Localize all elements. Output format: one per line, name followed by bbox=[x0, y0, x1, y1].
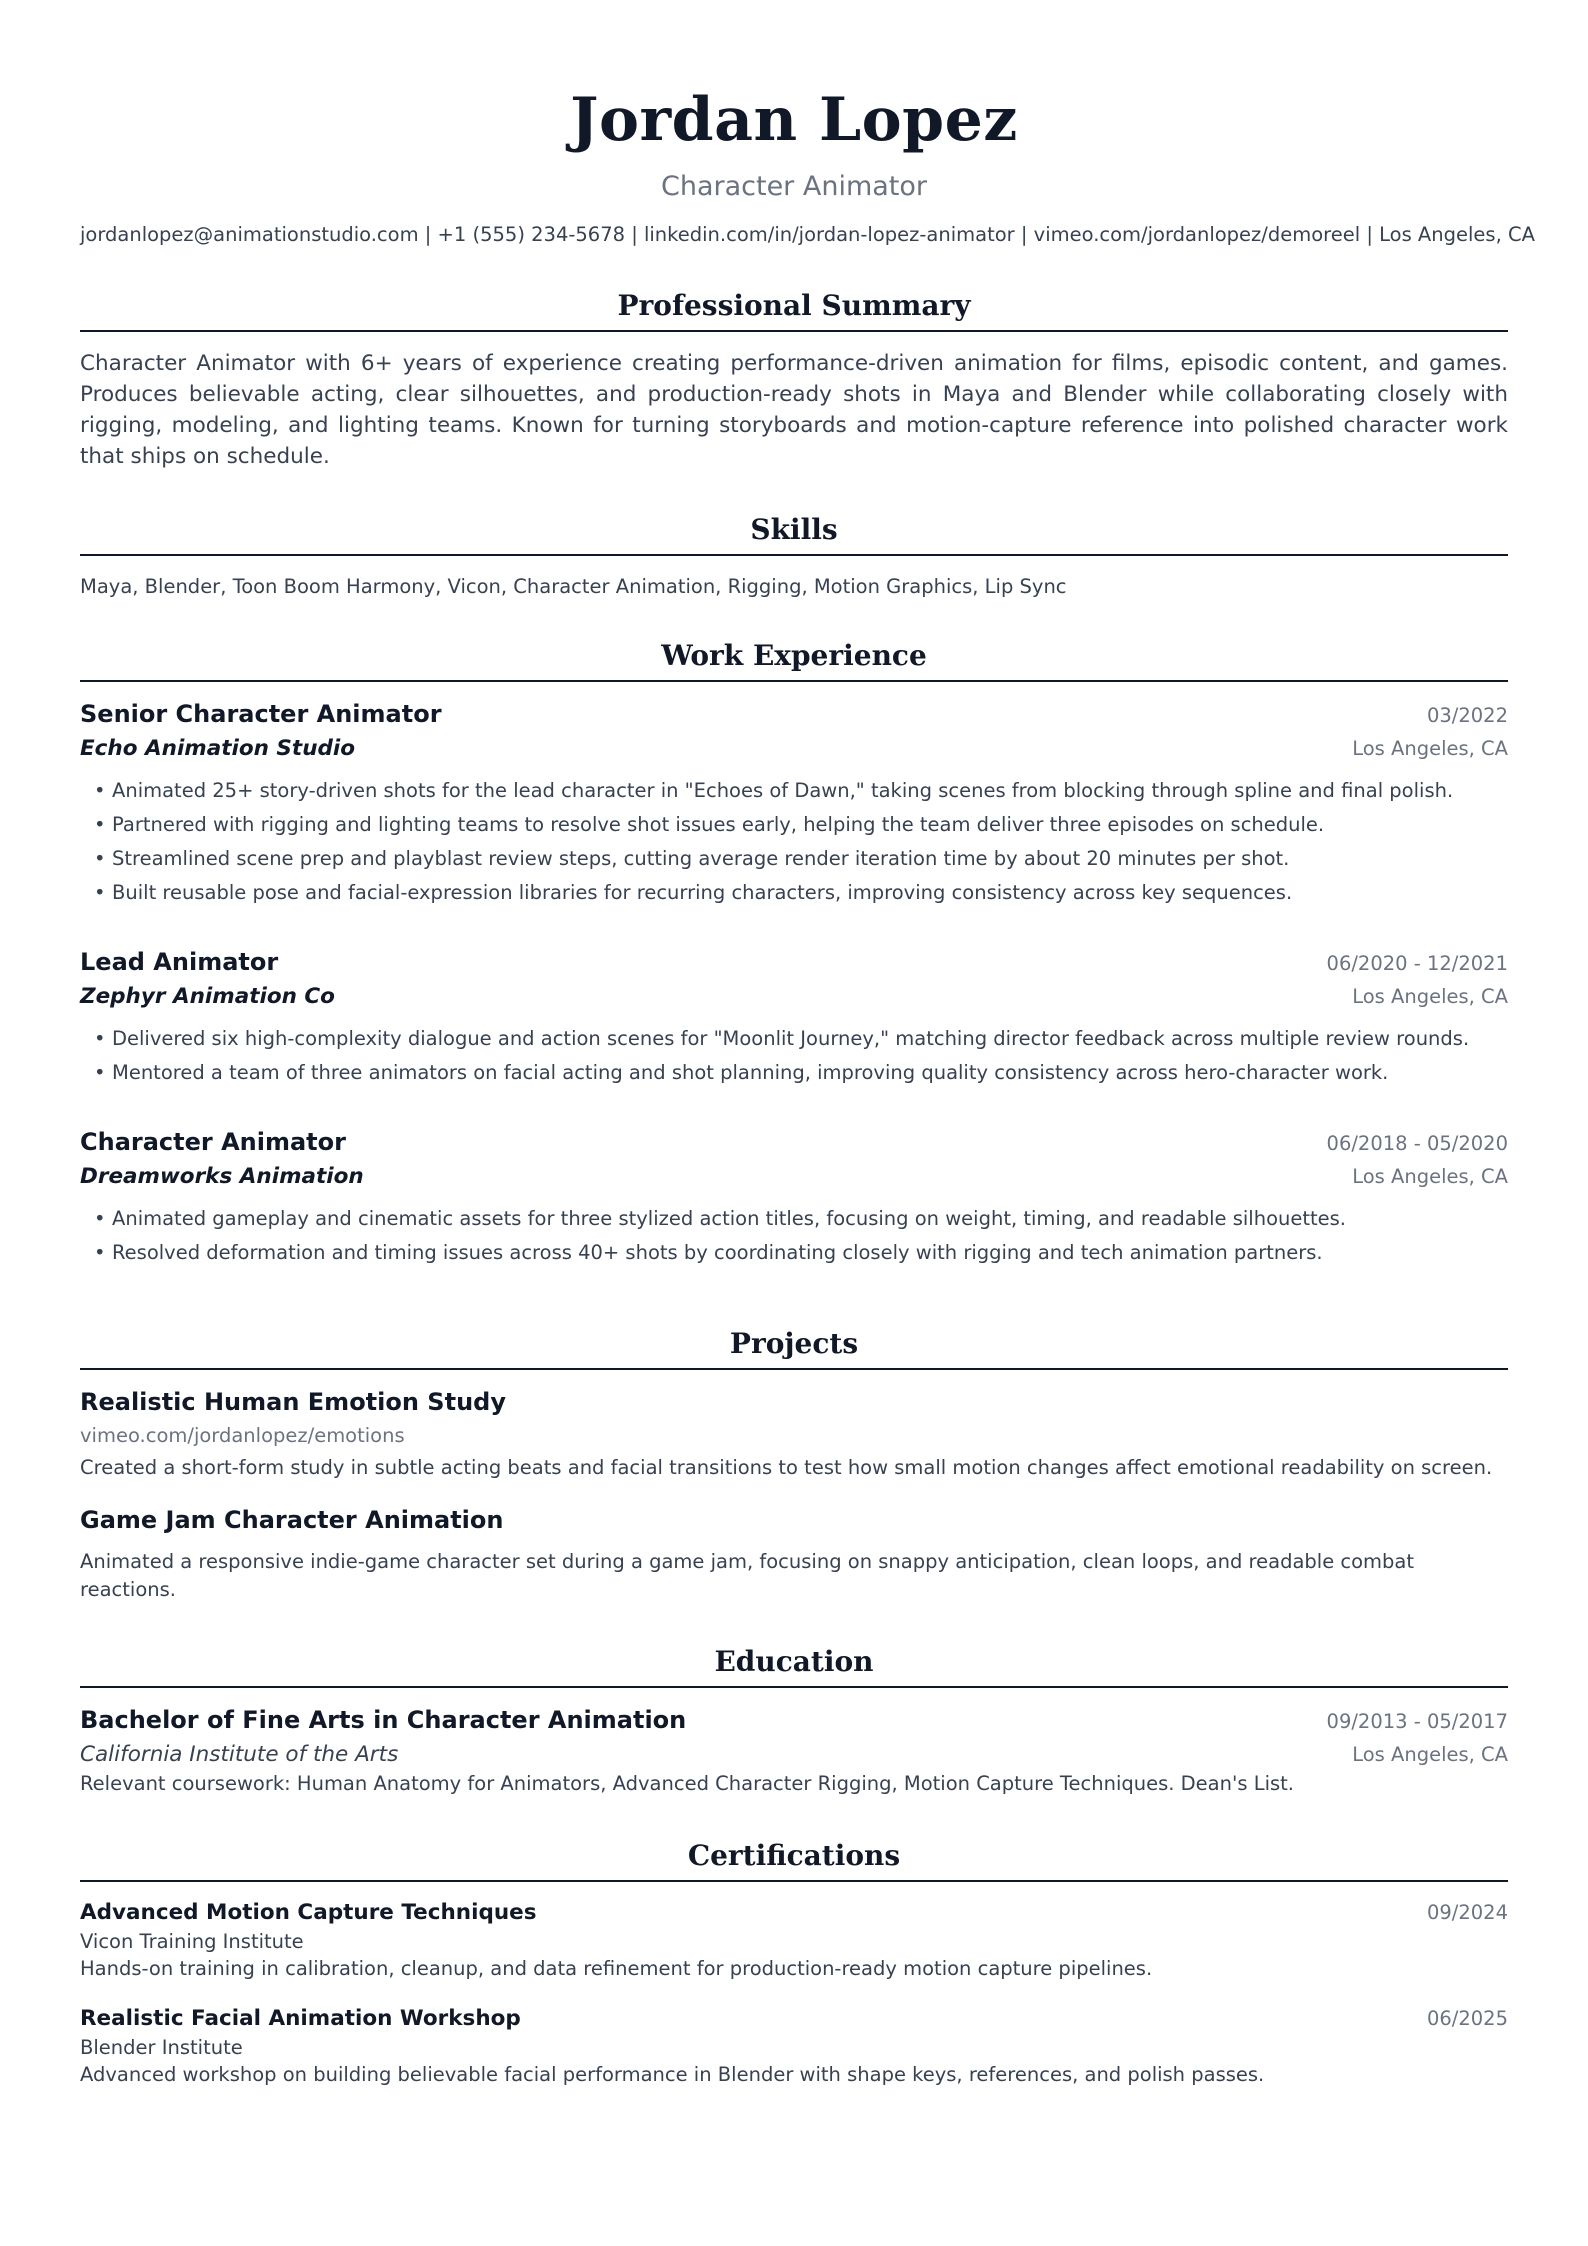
job-bullet: • Streamlined scene prep and playblast review steps, cutting average render iteration time by about 20 minutes per shot. bbox=[80, 842, 1508, 876]
education-heading: Education bbox=[80, 1644, 1508, 1688]
skills-section bbox=[80, 512, 1508, 600]
job-bullets bbox=[80, 774, 1508, 910]
job-title: Character Animator bbox=[80, 1128, 346, 1156]
degree-title: Bachelor of Fine Arts in Character Animation bbox=[80, 1706, 687, 1734]
education-date: 09/2013 - 05/2017 bbox=[1326, 1710, 1508, 1733]
experience-section bbox=[80, 638, 1508, 1270]
contact-line: jordanlopez@animationstudio.com | +1 (555) 234-5678 | linkedin.com/in/jordan-lopez-animator | vimeo.com/jordanlopez/demoreel | Los Angeles, CA bbox=[80, 223, 1535, 246]
job-bullets bbox=[80, 1022, 1508, 1090]
certification-date: 06/2025 bbox=[1426, 2007, 1508, 2030]
job-company: Echo Animation Studio bbox=[80, 736, 356, 761]
education-entry bbox=[80, 1704, 1508, 1798]
job-location: Los Angeles, CA bbox=[1352, 1165, 1508, 1188]
job-bullet: • Mentored a team of three animators on facial acting and shot planning, improving quality consistency across hero-character work. bbox=[80, 1056, 1508, 1090]
summary-heading: Professional Summary bbox=[80, 288, 1508, 332]
experience-heading: Work Experience bbox=[80, 638, 1508, 682]
job-bullet: • Animated 25+ story-driven shots for the lead character in "Echoes of Dawn," taking scenes from blocking through spline and final polish. bbox=[80, 774, 1508, 808]
candidate-name: Jordan Lopez bbox=[570, 85, 1018, 155]
projects-section bbox=[80, 1326, 1508, 1604]
job-location: Los Angeles, CA bbox=[1352, 737, 1508, 760]
certification-issuer: Vicon Training Institute bbox=[80, 1930, 304, 1953]
job-location: Los Angeles, CA bbox=[1352, 985, 1508, 1008]
certification-title: Realistic Facial Animation Workshop bbox=[80, 2006, 521, 2031]
projects-heading: Projects bbox=[80, 1326, 1508, 1370]
job-date: 03/2022 bbox=[1426, 704, 1508, 727]
certification-issuer: Blender Institute bbox=[80, 2036, 243, 2059]
certification-date: 09/2024 bbox=[1426, 1901, 1508, 1924]
job-entry bbox=[80, 1126, 1508, 1270]
job-title: Senior Character Animator bbox=[80, 700, 442, 728]
skills-heading: Skills bbox=[80, 512, 1508, 556]
project-entry bbox=[80, 1504, 1508, 1604]
project-title: Realistic Human Emotion Study bbox=[80, 1388, 506, 1416]
summary-section bbox=[80, 288, 1508, 472]
certification-entry bbox=[80, 1898, 1508, 1982]
certifications-section bbox=[80, 1838, 1508, 2088]
job-bullet: • Built reusable pose and facial-expression libraries for recurring characters, improving consistency across key sequences. bbox=[80, 876, 1508, 910]
project-description: Created a short-form study in subtle acting beats and facial transitions to test how small motion changes affect emotional readability on screen. bbox=[80, 1456, 1493, 1479]
education-note: Relevant coursework: Human Anatomy for Animators, Advanced Character Rigging, Motion Capture Techniques. Dean's List. bbox=[80, 1772, 1294, 1795]
resume-header bbox=[80, 0, 1535, 248]
project-title: Game Jam Character Animation bbox=[80, 1506, 504, 1534]
certifications-heading: Certifications bbox=[80, 1838, 1508, 1882]
education-section bbox=[80, 1644, 1508, 1798]
school-location: Los Angeles, CA bbox=[1352, 1743, 1508, 1766]
school-name: California Institute of the Arts bbox=[80, 1742, 399, 1767]
job-title: Lead Animator bbox=[80, 948, 279, 976]
job-date: 06/2018 - 05/2020 bbox=[1326, 1132, 1508, 1155]
certification-title: Advanced Motion Capture Techniques bbox=[80, 1900, 537, 1925]
job-bullet: • Animated gameplay and cinematic assets for three stylized action titles, focusing on weight, timing, and readable silhouettes. bbox=[80, 1202, 1508, 1236]
job-company: Dreamworks Animation bbox=[80, 1164, 364, 1189]
summary-text: Character Animator with 6+ years of experience creating performance-driven animation for films, episodic content, and games. Produces believable acting, clear silhouettes, and production-ready shots in Maya and Blender while collaborating closely with rigging, modeling, and lighting teams. Known for turning storyboards and motion-capture reference into polished character work that ships on schedule. bbox=[80, 351, 1508, 469]
job-bullets bbox=[80, 1202, 1508, 1270]
certification-description: Hands-on training in calibration, cleanup, and data refinement for production-ready motion capture pipelines. bbox=[80, 1957, 1153, 1980]
skills-list: Maya, Blender, Toon Boom Harmony, Vicon, Character Animation, Rigging, Motion Graphics, Lip Sync bbox=[80, 575, 1067, 598]
job-bullet: • Partnered with rigging and lighting teams to resolve shot issues early, helping the team deliver three episodes on schedule. bbox=[80, 808, 1508, 842]
candidate-role: Character Animator bbox=[660, 171, 928, 202]
job-date: 06/2020 - 12/2021 bbox=[1326, 952, 1508, 975]
certification-entry bbox=[80, 2004, 1508, 2088]
project-entry bbox=[80, 1386, 1508, 1482]
job-entry bbox=[80, 698, 1508, 910]
job-bullet: • Delivered six high-complexity dialogue and action scenes for "Moonlit Journey," matching director feedback across multiple review rounds. bbox=[80, 1022, 1508, 1056]
certification-description: Advanced workshop on building believable facial performance in Blender with shape keys, references, and polish passes. bbox=[80, 2063, 1265, 2086]
job-bullet: • Resolved deformation and timing issues across 40+ shots by coordinating closely with rigging and tech animation partners. bbox=[80, 1236, 1508, 1270]
project-description: Animated a responsive indie-game character set during a game jam, focusing on snappy anticipation, clean loops, and readable combat reactions. bbox=[80, 1550, 1415, 1601]
job-company: Zephyr Animation Co bbox=[80, 984, 335, 1009]
project-link[interactable]: vimeo.com/jordanlopez/emotions bbox=[80, 1424, 405, 1447]
job-entry bbox=[80, 946, 1508, 1090]
